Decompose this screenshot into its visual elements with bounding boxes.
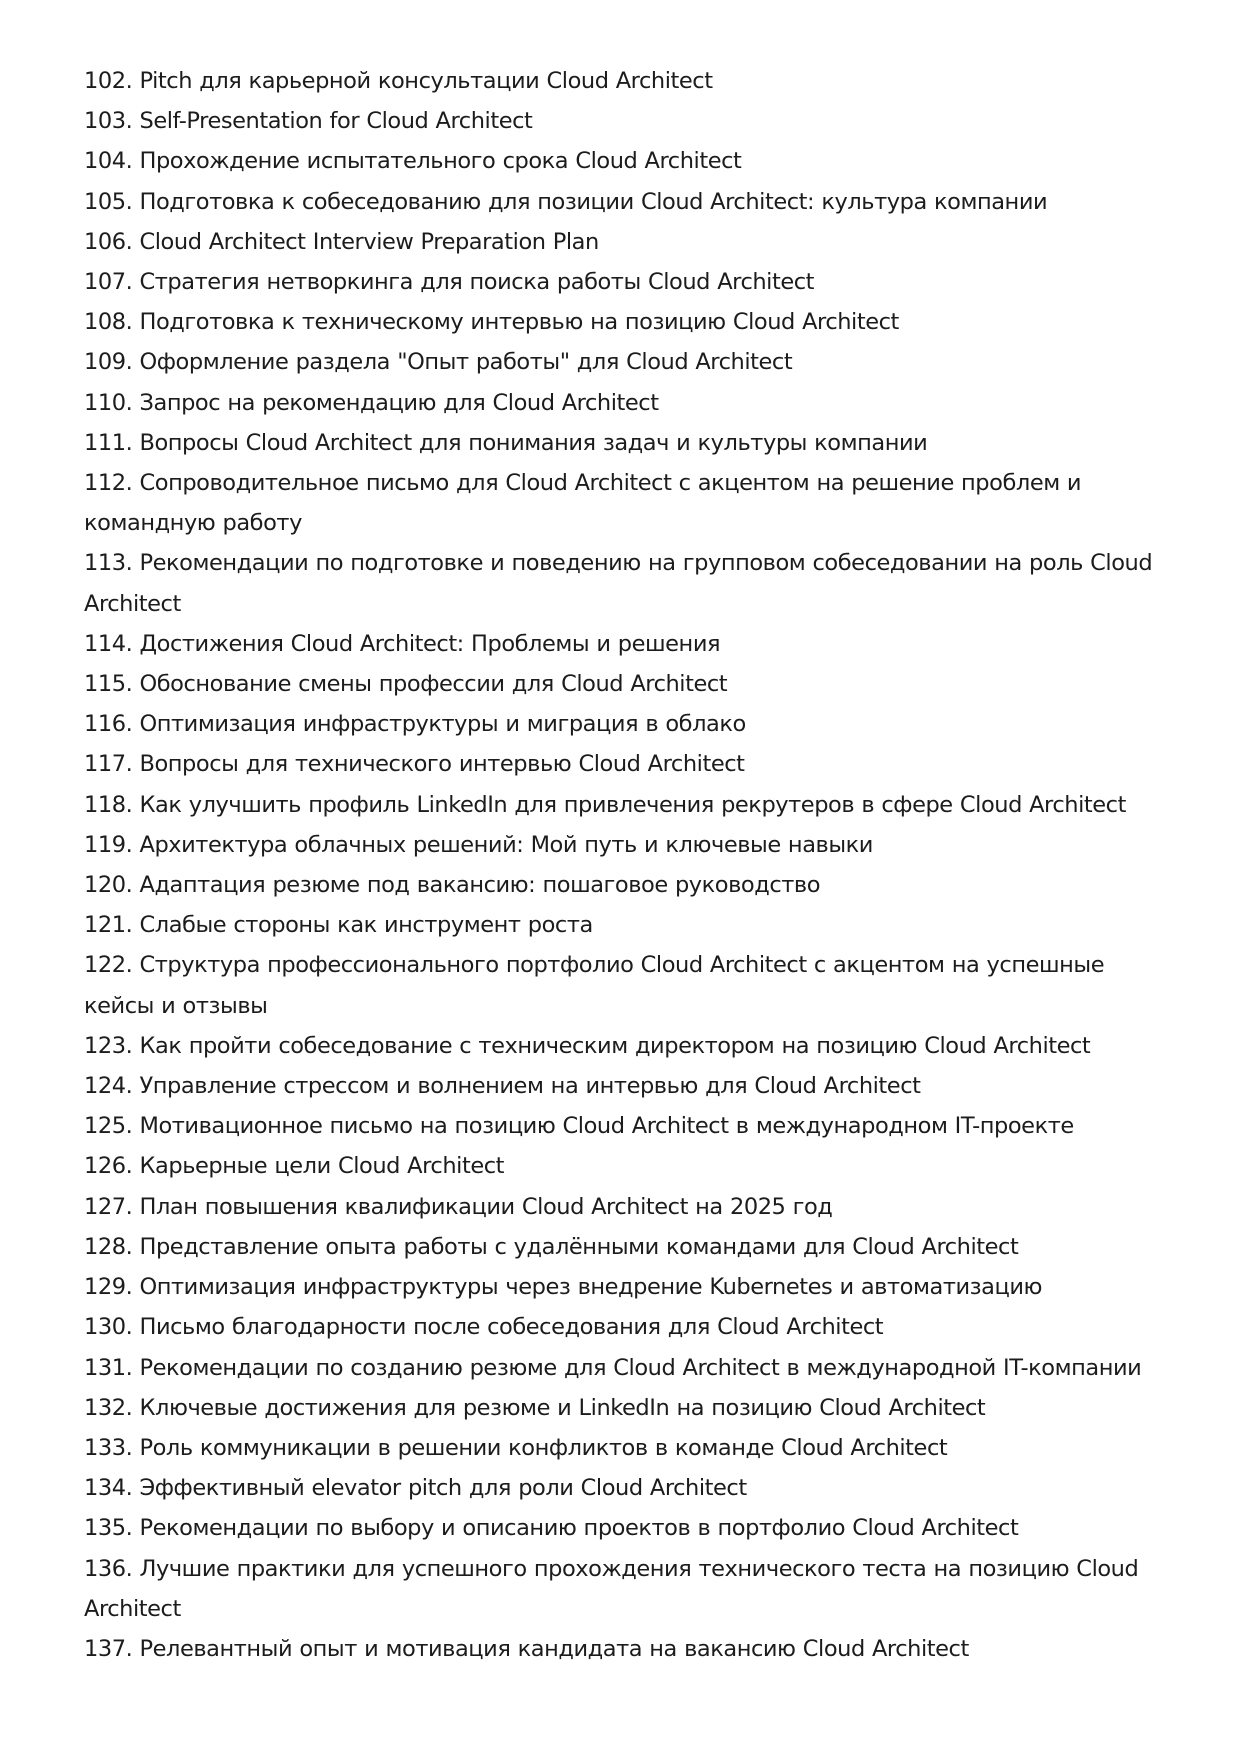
list-item: 127. План повышения квалификации Cloud Architect на 2025 год <box>84 1193 833 1220</box>
list-item: 129. Оптимизация инфраструктуры через внедрение Kubernetes и автоматизацию <box>84 1274 1043 1301</box>
list-item: 124. Управление стрессом и волнением на интервью для Cloud Architect <box>84 1073 921 1100</box>
list-item: 137. Релевантный опыт и мотивация кандидата на вакансию Cloud Architect <box>84 1635 969 1662</box>
list-item: 120. Адаптация резюме под вакансию: пошаговое руководство <box>84 872 821 899</box>
list-item: 132. Ключевые достижения для резюме и LinkedIn на позицию Cloud Architect <box>84 1394 986 1421</box>
list-item: 110. Запрос на рекомендацию для Cloud Architect <box>84 389 659 416</box>
list-item: 130. Письмо благодарности после собеседования для Cloud Architect <box>84 1314 884 1341</box>
list-item: 106. Cloud Architect Interview Preparation Plan <box>84 228 599 255</box>
numbered-topic-list <box>84 61 1179 1669</box>
list-item: 118. Как улучшить профиль LinkedIn для привлечения рекрутеров в сфере Cloud Architect <box>84 791 1126 818</box>
list-item: 103. Self-Presentation for Cloud Architect <box>84 108 533 135</box>
list-item: 123. Как пройти собеседование с техническим директором на позицию Cloud Architect <box>84 1032 1091 1059</box>
list-item: 108. Подготовка к техническому интервью на позицию Cloud Architect <box>84 309 899 336</box>
list-item: 111. Вопросы Cloud Architect для понимания задач и культуры компании <box>84 429 928 456</box>
list-item: 136. Лучшие практики для успешного прохождения технического теста на позицию Cloud Architect <box>84 1555 1139 1622</box>
list-item: 125. Мотивационное письмо на позицию Cloud Architect в международном IT-проекте <box>84 1113 1074 1140</box>
list-item: 133. Роль коммуникации в решении конфликтов в команде Cloud Architect <box>84 1434 948 1461</box>
list-item: 131. Рекомендации по созданию резюме для Cloud Architect в международной IT-компании <box>84 1354 1142 1381</box>
list-item: 135. Рекомендации по выбору и описанию проектов в портфолио Cloud Architect <box>84 1515 1019 1542</box>
list-item: 119. Архитектура облачных решений: Мой путь и ключевые навыки <box>84 831 873 858</box>
list-item: 112. Сопроводительное письмо для Cloud Architect с акцентом на решение проблем и командную работу <box>84 470 1082 537</box>
list-item: 128. Представление опыта работы с удалёнными командами для Cloud Architect <box>84 1233 1019 1260</box>
list-item: 117. Вопросы для технического интервью Cloud Architect <box>84 751 745 778</box>
list-item: 122. Структура профессионального портфолио Cloud Architect с акцентом на успешные кейсы и отзывы <box>84 952 1105 1019</box>
list-item: 109. Оформление раздела "Опыт работы" для Cloud Architect <box>84 349 793 376</box>
list-item: 113. Рекомендации по подготовке и поведению на групповом собеседовании на роль Cloud Architect <box>84 550 1153 617</box>
list-item: 121. Слабые стороны как инструмент роста <box>84 912 593 939</box>
list-item: 107. Стратегия нетворкинга для поиска работы Cloud Architect <box>84 269 815 296</box>
list-item: 105. Подготовка к собеседованию для позиции Cloud Architect: культура компании <box>84 188 1048 215</box>
list-item: 134. Эффективный elevator pitch для роли Cloud Architect <box>84 1475 747 1502</box>
list-item: 102. Pitch для карьерной консультации Cloud Architect <box>84 68 713 94</box>
list-item: 104. Прохождение испытательного срока Cloud Architect <box>84 148 742 175</box>
list-item: 116. Оптимизация инфраструктуры и миграция в облако <box>84 711 746 738</box>
list-item: 126. Карьерные цели Cloud Architect <box>84 1153 505 1180</box>
list-item: 114. Достижения Cloud Architect: Проблемы и решения <box>84 630 721 657</box>
list-item: 115. Обоснование смены профессии для Cloud Architect <box>84 671 728 698</box>
